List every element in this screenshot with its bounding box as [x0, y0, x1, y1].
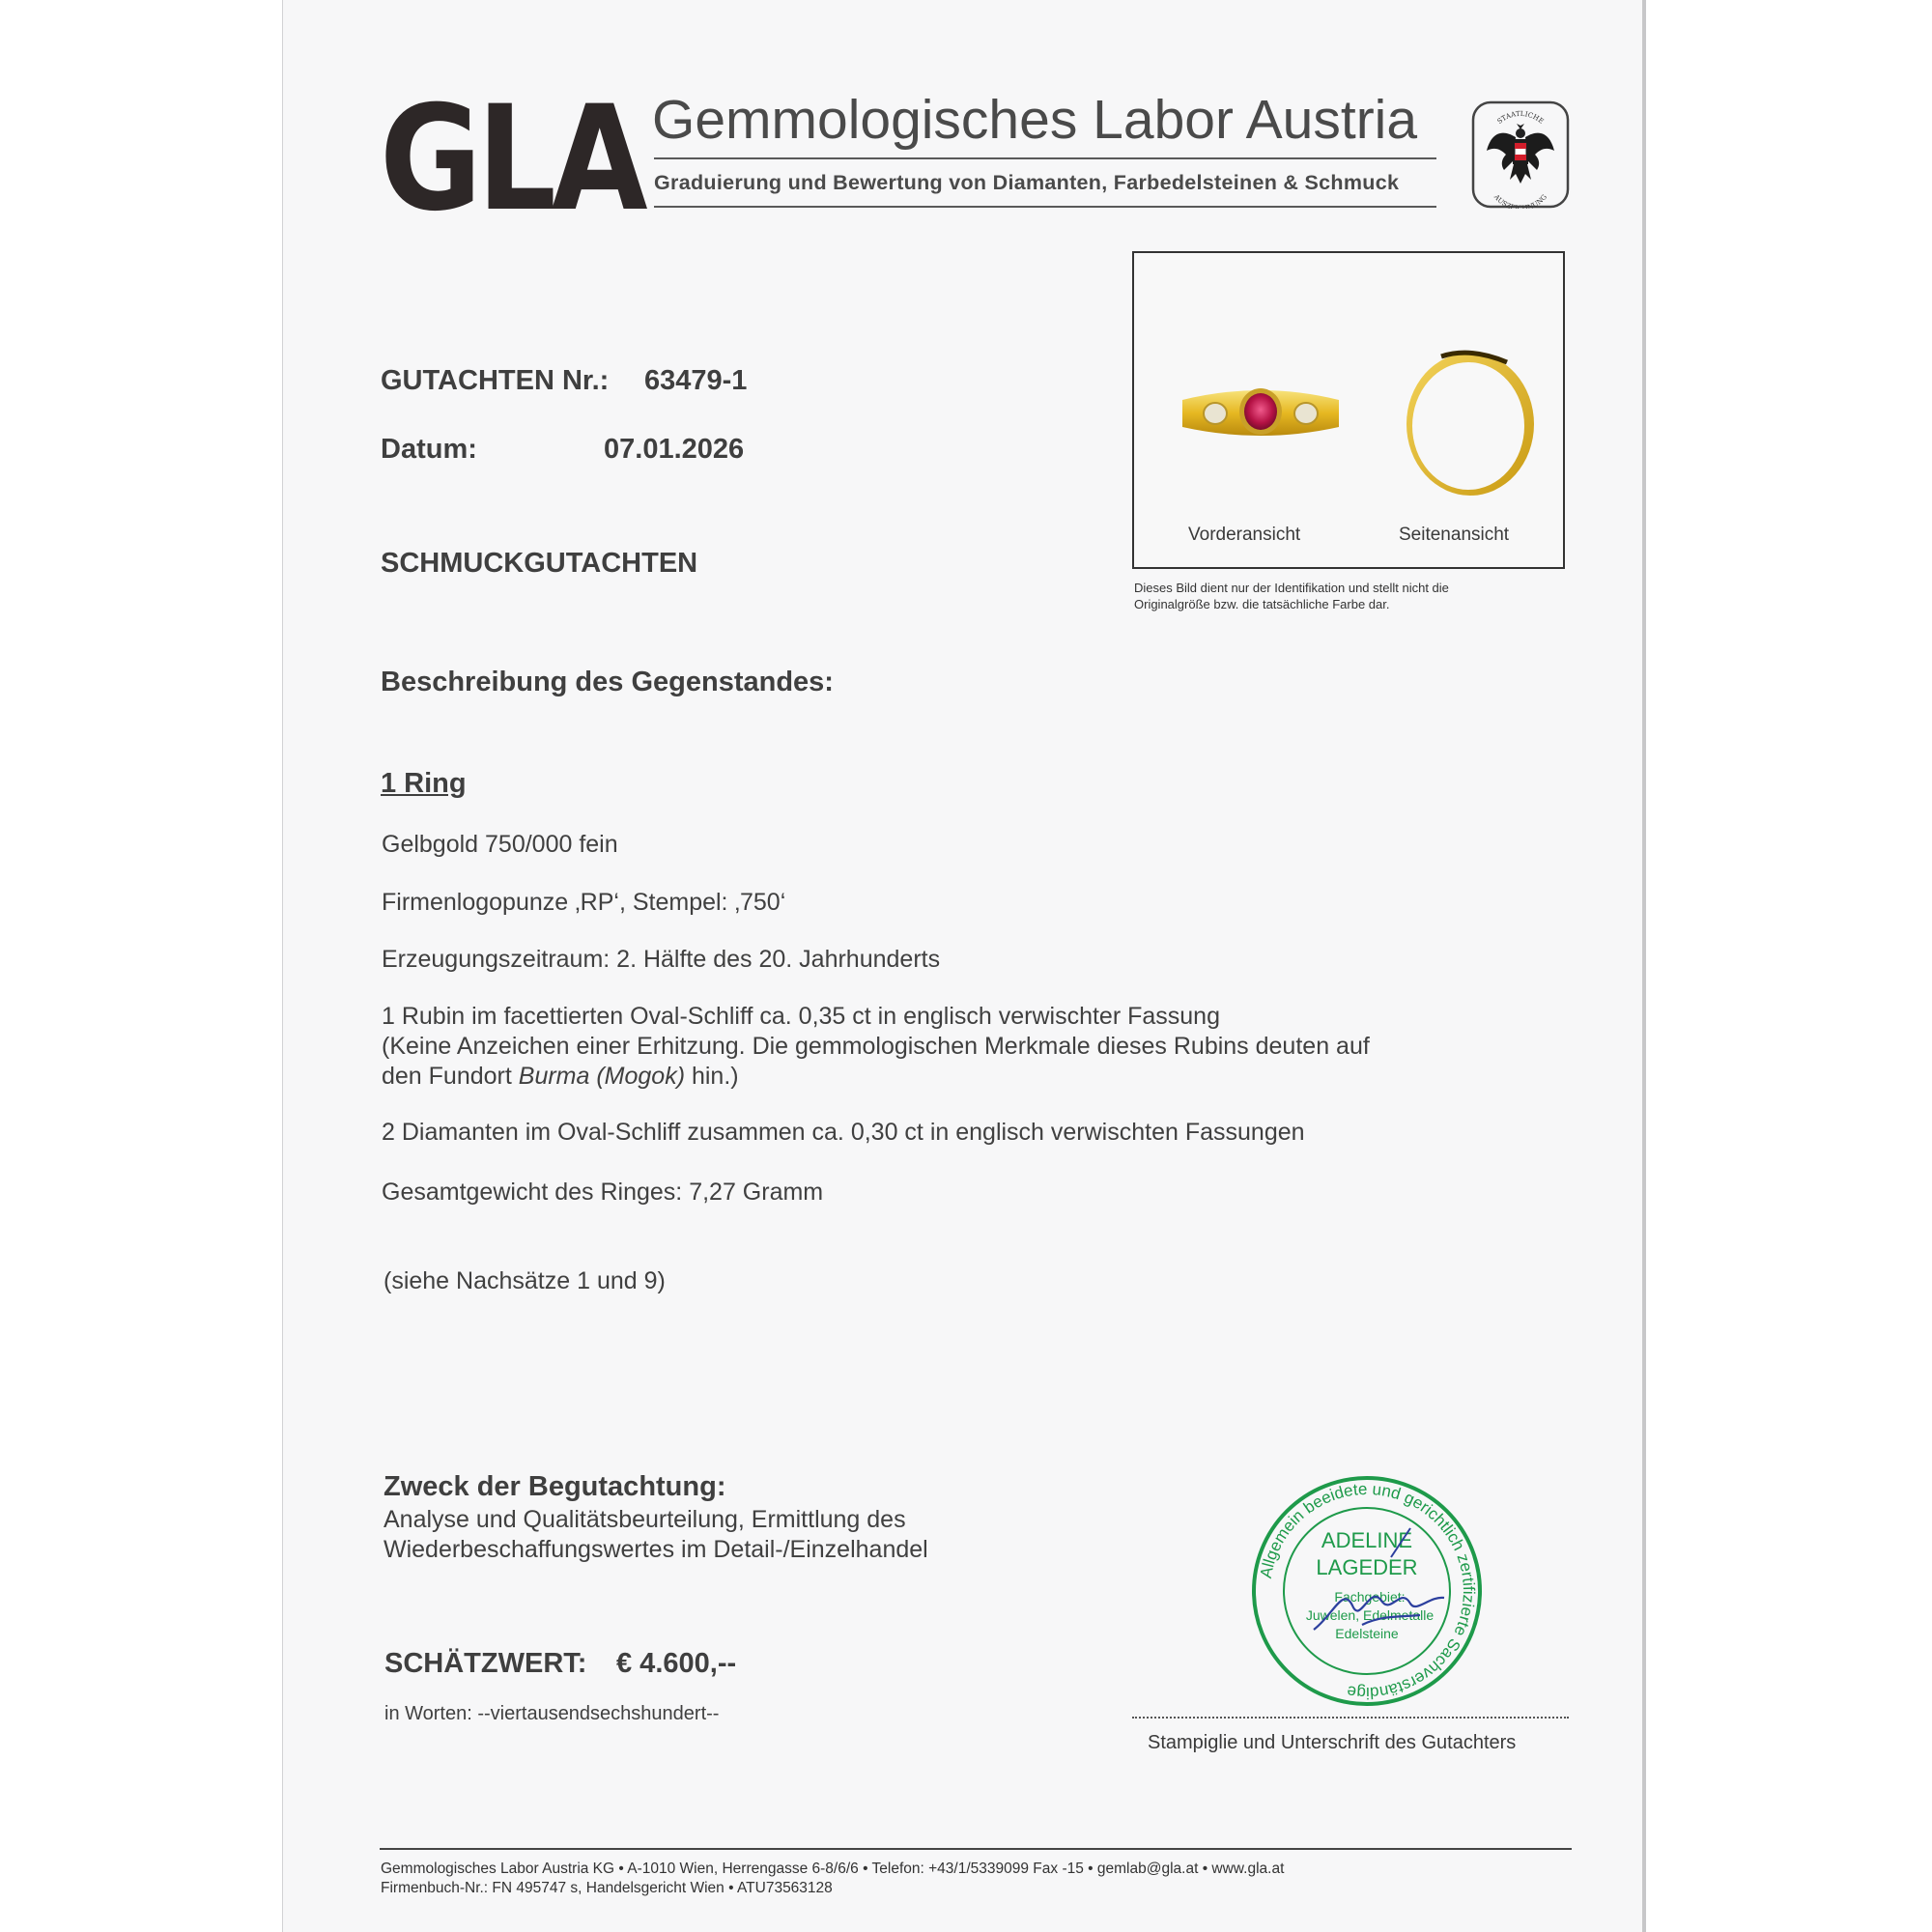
- lab-name: Gemmologisches Labor Austria: [652, 89, 1418, 151]
- stamp-name-1: ADELINE: [1321, 1528, 1413, 1552]
- lab-tagline: Graduierung und Bewertung von Diamanten, Farbedelsteinen & Schmuck: [654, 171, 1400, 194]
- gla-logo: GLA: [380, 75, 643, 243]
- hallmark-line: Firmenlogopunze ‚RP‘, Stempel: ‚750‘: [382, 889, 786, 916]
- purpose-line-2: Wiederbeschaffungswertes im Detail-/Einzelhandel: [384, 1536, 928, 1563]
- see-notes: (siehe Nachsätze 1 und 9): [384, 1267, 666, 1294]
- stamp-ring-text: Allgemein beeidete und gerichtlich zertifizierte Sachverständige: [1256, 1479, 1479, 1703]
- report-date-label: Datum:: [381, 434, 477, 465]
- valuation-in-words: in Worten: --viertausendsechshundert--: [384, 1703, 720, 1724]
- side-view-caption: Seitenansicht: [1399, 525, 1510, 545]
- footer-rule: [380, 1848, 1572, 1850]
- stamp-name-2: LAGEDER: [1316, 1555, 1418, 1579]
- footer-line-1: Gemmologisches Labor Austria KG • A-1010 Wien, Herrengasse 6-8/6/6 • Telefon: +43/1/5339099 Fax -15 • gemlab@gla.at • www.gla.at: [381, 1861, 1285, 1877]
- seal-text-top: STAATLICHE: [1495, 109, 1546, 126]
- ruby-line-3: [382, 1062, 739, 1092]
- stamp-field-2: Juwelen, Edelmetalle: [1305, 1607, 1435, 1623]
- header-rule-bottom: [654, 206, 1436, 208]
- metal-line: Gelbgold 750/000 fein: [382, 831, 618, 858]
- header-rule-top: [654, 157, 1436, 159]
- valuation-label: SCHÄTZWERT:: [384, 1648, 587, 1679]
- signature-line: [1132, 1717, 1569, 1719]
- signature-caption: Stampiglie und Unterschrift des Gutachters: [1148, 1732, 1517, 1753]
- ring-side-view-image: [1403, 345, 1538, 499]
- stamp-field-1: Fachgebiet:: [1334, 1589, 1406, 1605]
- period-line: Erzeugungszeitraum: 2. Hälfte des 20. Jahrhunderts: [382, 946, 941, 973]
- ruby-origin: Burma (Mogok): [518, 1063, 686, 1090]
- ruby-line-1: 1 Rubin im facettierten Oval-Schliff ca. 0,35 ct in englisch verwischter Fassung: [382, 1003, 1220, 1030]
- stamp-field-3: Edelsteine: [1335, 1626, 1399, 1641]
- report-number-value: 63479-1: [644, 365, 748, 396]
- seal-text-bottom: AUSZEICHNUNG: [1492, 192, 1549, 209]
- expert-stamp: [1246, 1470, 1488, 1712]
- report-type: SCHMUCKGUTACHTEN: [381, 548, 698, 579]
- svg-text:STAATLICHE: [1495, 110, 1545, 126]
- weight-line: Gesamtgewicht des Ringes: 7,27 Gramm: [382, 1179, 824, 1206]
- austrian-eagle-seal-icon: [1471, 100, 1570, 209]
- ruby-line-3-post: hin.): [685, 1063, 739, 1090]
- purpose-heading: Zweck der Begutachtung:: [384, 1471, 726, 1502]
- diamonds-line: 2 Diamanten im Oval-Schliff zusammen ca. 0,30 ct in englisch verwischten Fassungen: [382, 1119, 1305, 1146]
- front-view-caption: Vorderansicht: [1188, 525, 1301, 545]
- ring-image-box: [1132, 251, 1565, 569]
- ring-front-view-image: [1179, 379, 1343, 446]
- description-heading: Beschreibung des Gegenstandes:: [381, 667, 834, 697]
- report-number-label: GUTACHTEN Nr.:: [381, 365, 610, 396]
- ruby-line-2: (Keine Anzeichen einer Erhitzung. Die gemmologischen Merkmale dieses Rubins deuten auf: [382, 1033, 1370, 1060]
- image-disclaimer: Dieses Bild dient nur der Identifikation und stellt nicht die Originalgröße bzw. die tatsächliche Farbe dar.: [1134, 581, 1449, 611]
- footer-line-2: Firmenbuch-Nr.: FN 495747 s, Handelsgericht Wien • ATU73563128: [381, 1880, 833, 1896]
- valuation-value: € 4.600,--: [616, 1648, 737, 1679]
- report-date-value: 07.01.2026: [604, 434, 745, 465]
- item-title: 1 Ring: [381, 768, 467, 799]
- ruby-line-3-pre: den Fundort: [382, 1063, 519, 1090]
- purpose-line-1: Analyse und Qualitätsbeurteilung, Ermittlung des: [384, 1506, 906, 1533]
